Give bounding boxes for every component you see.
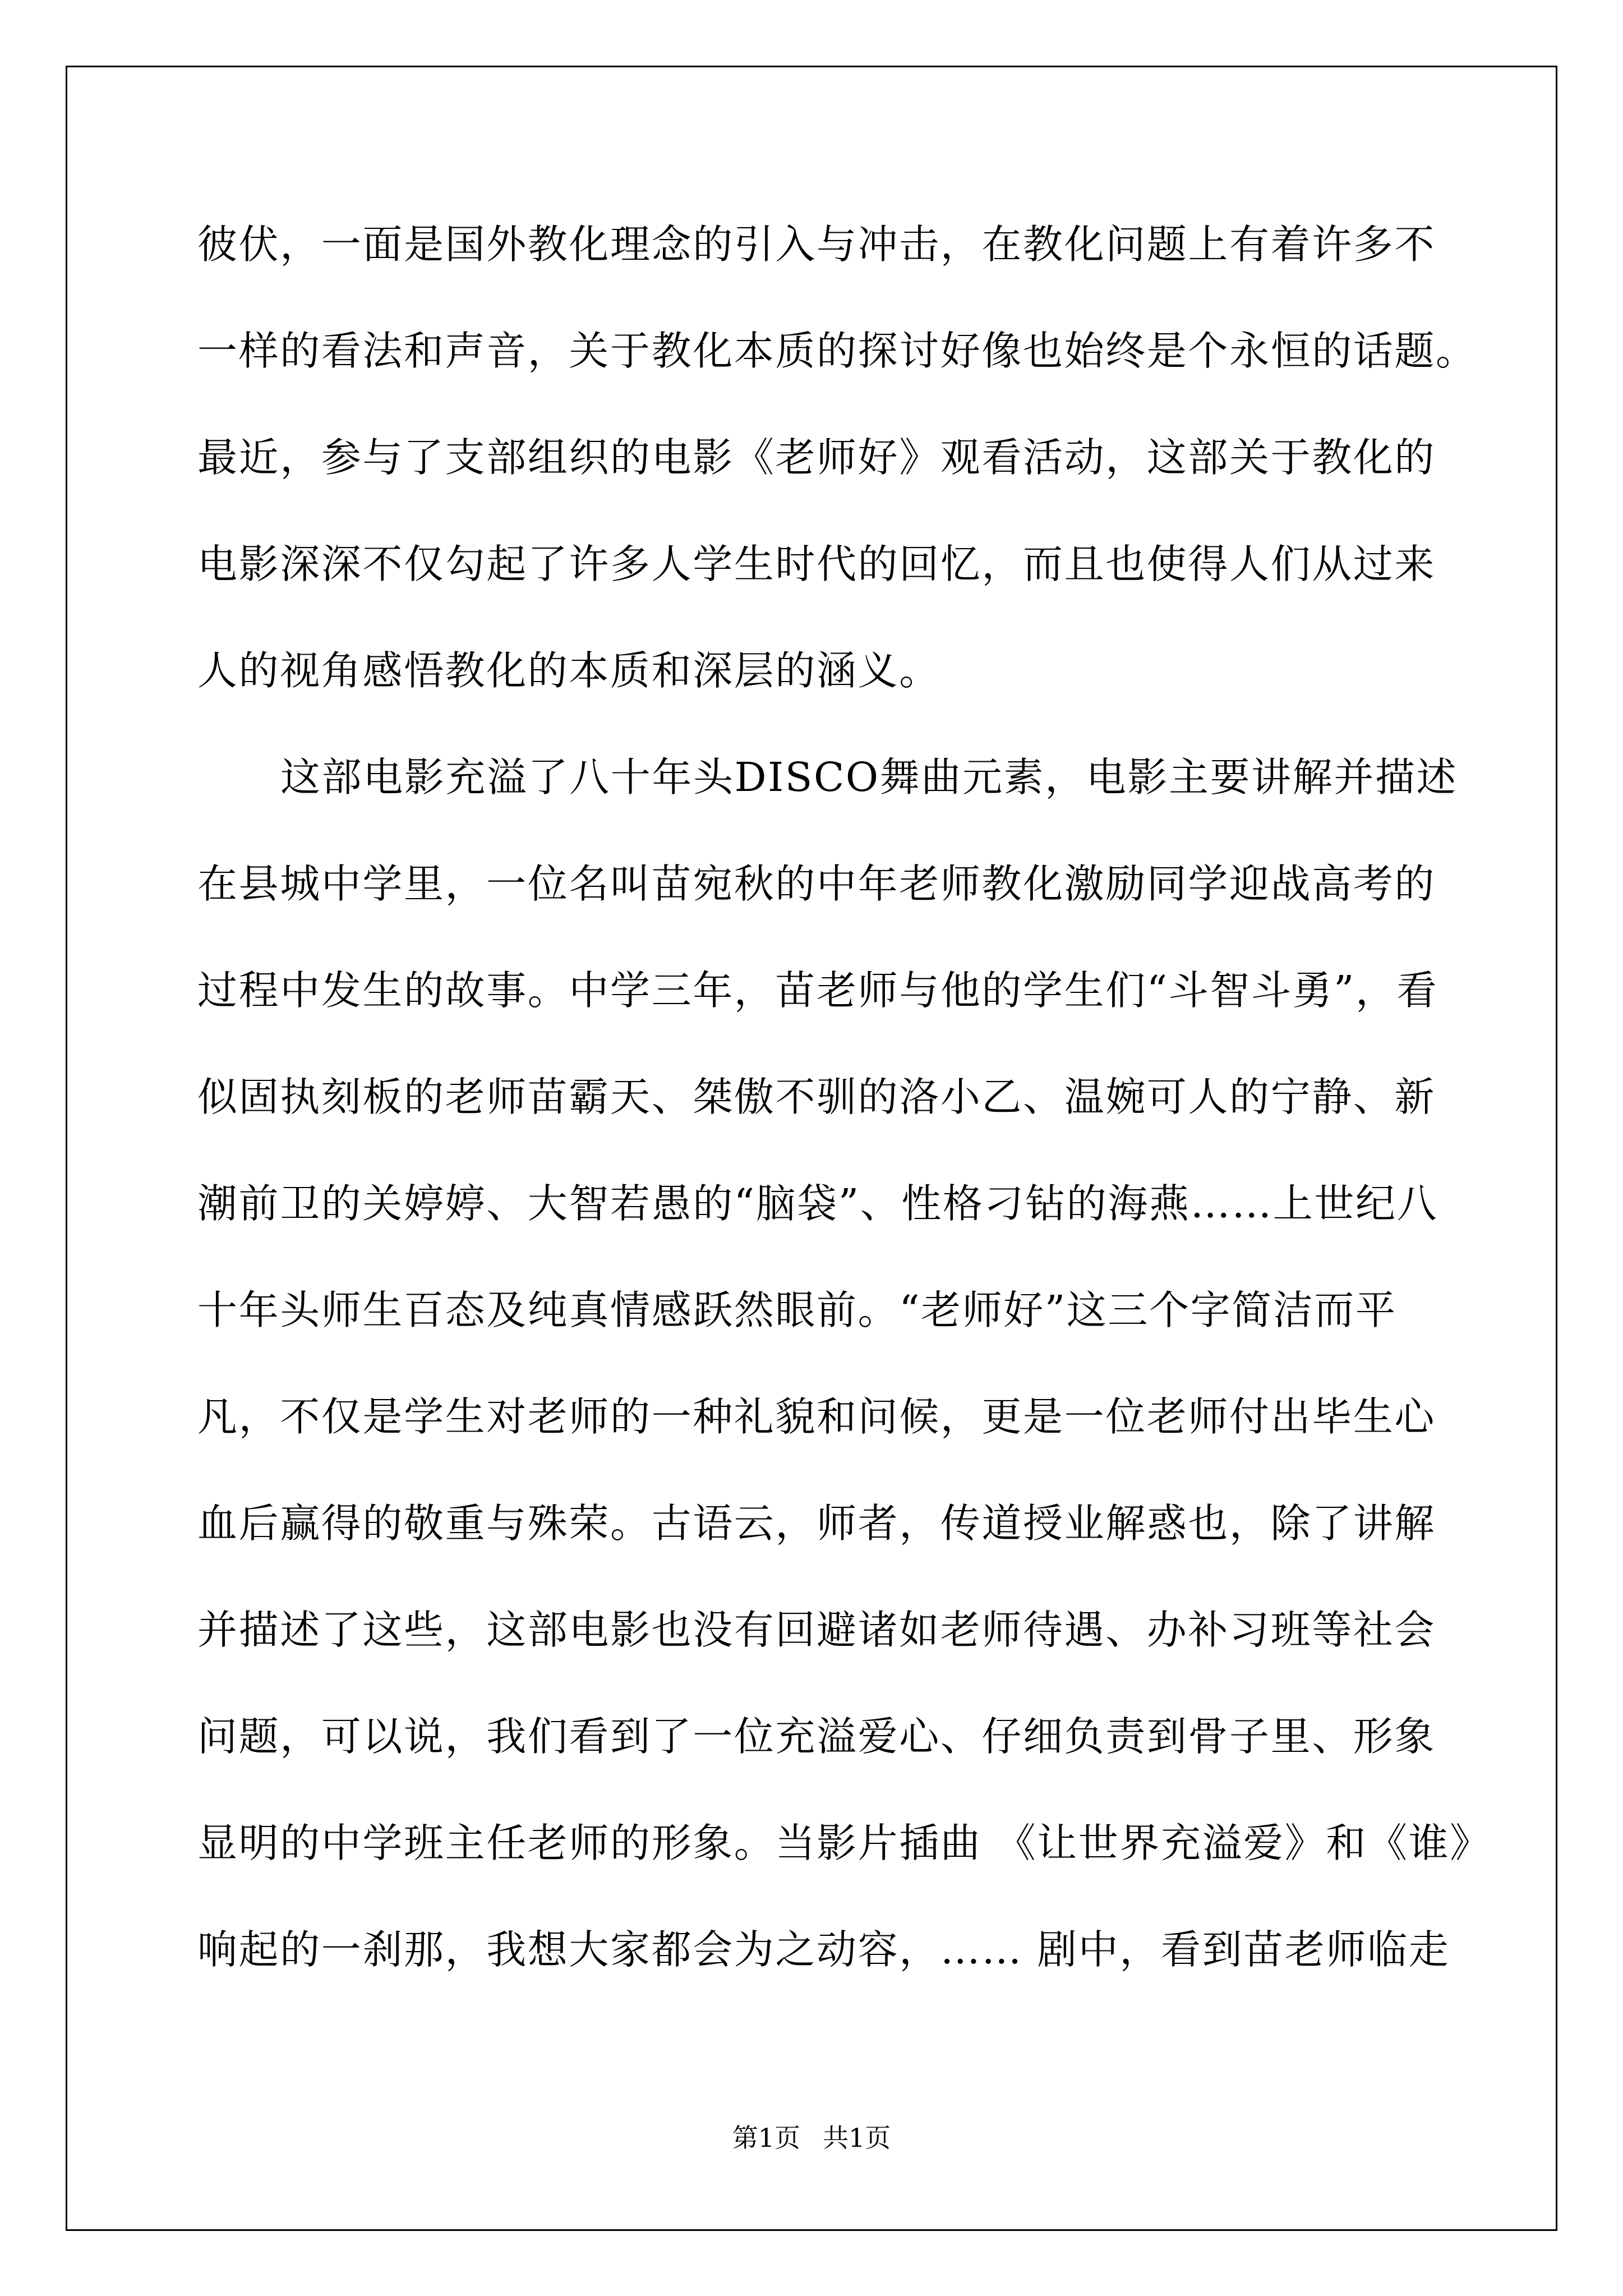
paragraph-line: 这部电影充溢了八十年头DISCO舞曲元素，电影主要讲解并描述 <box>280 754 1458 800</box>
page-footer <box>0 2125 1623 2151</box>
paragraph-line: 并描述了这些，这部电影也没有回避诸如老师待遇、办补习班等社会 <box>197 1607 1436 1653</box>
paragraph-line: 电影深深不仅勾起了许多人学生时代的回忆，而且也使得人们从过来 <box>197 541 1436 587</box>
paragraph-line: 显明的中学班主任老师的形象。当影片插曲 《让世界充溢爱》和《谁》 <box>197 1820 1491 1866</box>
paragraph-line: 十年头师生百态及纯真情感跃然眼前。“老师好”这三个字简洁而平 <box>197 1287 1397 1333</box>
paragraph-line: 潮前卫的关婷婷、大智若愚的“脑袋”、性格刁钻的海燕……上世纪八 <box>197 1180 1438 1227</box>
paragraph-line: 响起的一刹那，我想大家都会为之动容，…… 剧中，看到苗老师临走 <box>197 1926 1450 1973</box>
paragraph-line: 彼伏，一面是国外教化理念的引入与冲击，在教化问题上有着许多不 <box>197 221 1436 268</box>
page-total: 共1页 <box>823 2123 891 2153</box>
paragraph-line: 在县城中学里，一位名叫苗宛秋的中年老师教化激励同学迎战高考的 <box>197 861 1436 907</box>
page-number: 第1页 <box>732 2123 800 2153</box>
paragraph-line: 问题，可以说，我们看到了一位充溢爱心、仔细负责到骨子里、形象 <box>197 1713 1436 1760</box>
paragraph-line: 凡，不仅是学生对老师的一种礼貌和问候，更是一位老师付出毕生心 <box>197 1393 1436 1440</box>
paragraph-line: 过程中发生的故事。中学三年，苗老师与他的学生们“斗智斗勇”，看 <box>197 967 1438 1014</box>
page-border <box>66 66 1557 2231</box>
paragraph-line: 最近，参与了支部组织的电影《老师好》观看活动，这部关于教化的 <box>197 434 1436 481</box>
paragraph-line: 似固执刻板的老师苗霸天、桀傲不驯的洛小乙、温婉可人的宁静、新 <box>197 1074 1436 1120</box>
paragraph-line: 血后赢得的敬重与殊荣。古语云，师者，传道授业解惑也，除了讲解 <box>197 1500 1436 1547</box>
paragraph-line: 人的视角感悟教化的本质和深层的涵义。 <box>197 647 940 694</box>
paragraph-line: 一样的看法和声音，关于教化本质的探讨好像也始终是个永恒的话题。 <box>197 328 1477 374</box>
